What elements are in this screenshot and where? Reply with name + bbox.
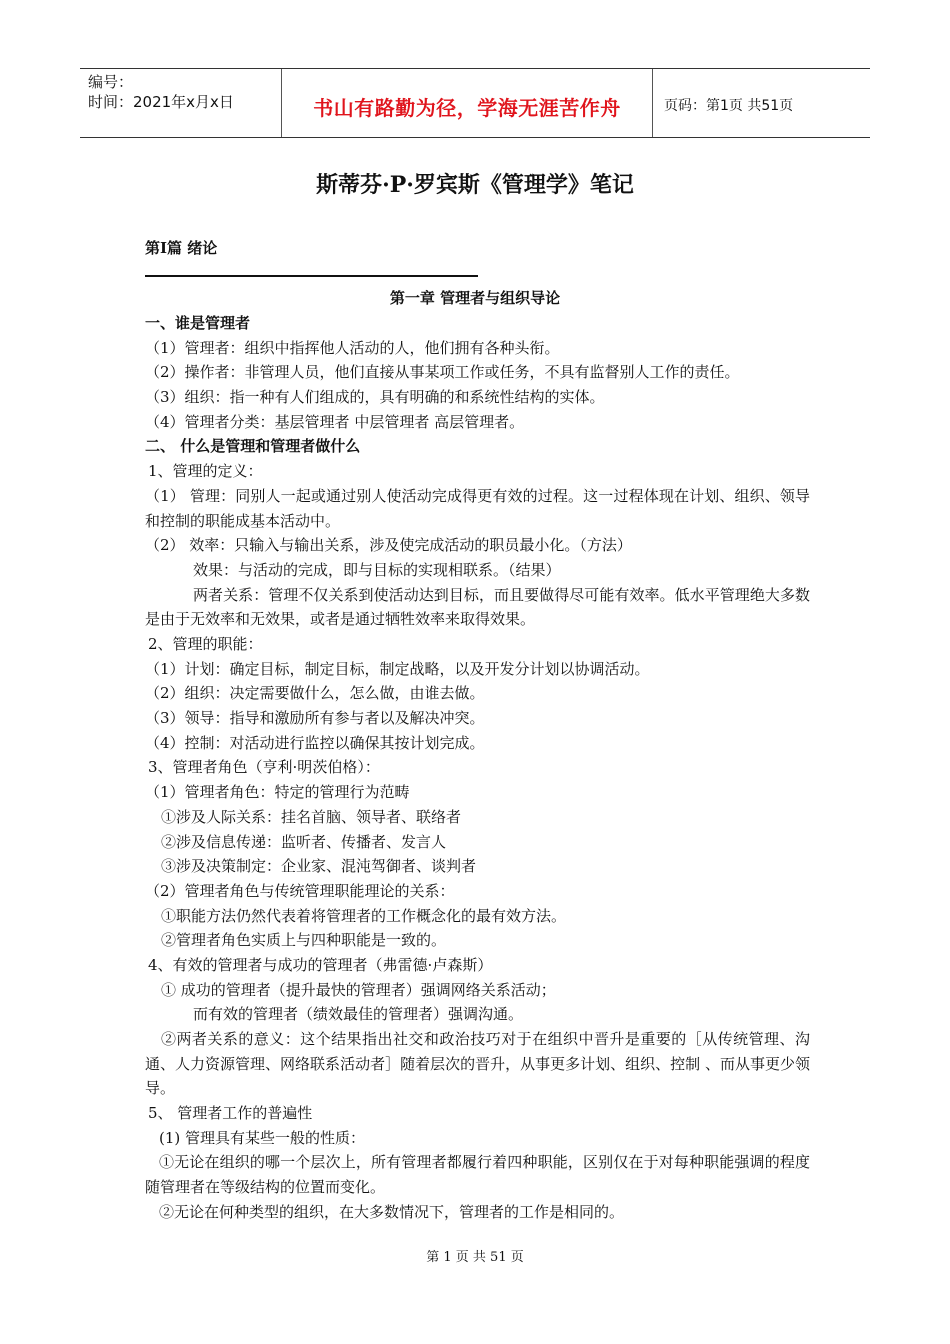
doc-number-label: 编号： bbox=[88, 73, 134, 91]
paragraph-text: 两者关系：管理不仅关系到使活动达到目标，而且要做得尽可能有效率。低水平管理绝大多数是由于无效率和无效果，或者是通过牺牲效率来取得效果。 bbox=[145, 585, 810, 629]
subsection-heading: 4、有效的管理者与成功的管理者（弗雷德·卢森斯） bbox=[148, 955, 493, 974]
paragraph-line: （3）组织：指一种有人们组成的，具有明确的和系统性结构的实体。 bbox=[145, 388, 605, 407]
paragraph-line: （2）操作者：非管理人员，他们直接从事某项工作或任务，不具有监督别人工作的责任。 bbox=[145, 363, 740, 382]
section-heading: 一、谁是管理者 bbox=[145, 314, 251, 332]
motto: 书山有路勤为径，学海无涯苦作舟 bbox=[313, 96, 621, 120]
paragraph-line: （3）领导：指导和激励所有参与者以及解决冲突。 bbox=[145, 709, 485, 728]
paragraph-line: (1) 管理具有某些一般的性质： bbox=[159, 1128, 366, 1147]
paragraph-line: ②无论在何种类型的组织，在大多数情况下，管理者的工作是相同的。 bbox=[159, 1202, 625, 1221]
paragraph-line: （4）控制：对活动进行监控以确保其按计划完成。 bbox=[145, 733, 485, 752]
paragraph-line: （2）管理者角色与传统管理职能理论的关系： bbox=[145, 881, 455, 900]
paragraph-line: 效果：与活动的完成，即与目标的实现相联系。（结果） bbox=[193, 560, 561, 579]
page-info: 页码：第1页 共51页 bbox=[664, 98, 794, 114]
paragraph bbox=[145, 1027, 810, 1101]
document-title: 斯蒂芬·P·罗宾斯《管理学》笔记 bbox=[316, 172, 634, 198]
paragraph-line: （1）管理者：组织中指挥他人活动的人，他们拥有各种头衔。 bbox=[145, 338, 560, 357]
header-meta-cell bbox=[80, 69, 280, 137]
paragraph-line: 而有效的管理者（绩效最佳的管理者）强调沟通。 bbox=[193, 1005, 524, 1024]
paragraph-text: ②两者关系的意义：这个结果指出社交和政治技巧对于在组织中晋升是重要的［从传统管理、沟通、人力资源管理、网络联系活动者］随着层次的晋升，从事更多计划、组织、控制 、而从事更少领导。 bbox=[145, 1030, 810, 1098]
paragraph bbox=[145, 1150, 810, 1199]
paragraph-text: ①无论在组织的哪一个层次上，所有管理者都履行着四种职能，区别仅在于对每种职能强调的程度随管理者在等级结构的位置而变化。 bbox=[145, 1153, 810, 1197]
header-page-cell bbox=[652, 69, 870, 137]
paragraph bbox=[145, 583, 810, 632]
divider-line bbox=[145, 275, 478, 277]
paragraph-line: （1）管理者角色：特定的管理行为范畴 bbox=[145, 783, 410, 802]
doc-time: 时间：2021年x月x日 bbox=[88, 93, 234, 111]
header-motto-cell bbox=[281, 69, 653, 137]
list-item: ②管理者角色实质上与四种职能是一致的。 bbox=[161, 931, 447, 950]
header-table bbox=[80, 68, 870, 138]
list-item: ②涉及信息传递：监听者、传播者、发言人 bbox=[161, 832, 447, 851]
subsection-heading: 5、 管理者工作的普遍性 bbox=[148, 1104, 313, 1123]
chapter-heading: 第一章 管理者与组织导论 bbox=[389, 289, 561, 307]
subsection-heading: 2、管理的职能： bbox=[148, 635, 263, 653]
paragraph-line: （4）管理者分类：基层管理者 中层管理者 高层管理者。 bbox=[145, 412, 525, 431]
list-item: ① 成功的管理者（提升最快的管理者）强调网络关系活动； bbox=[161, 980, 556, 999]
page-footer: 第 1 页 共 51 页 bbox=[426, 1250, 524, 1265]
paragraph: （1） 管理：同别人一起或通过别人使活动完成得更有效的过程。这一过程体现在计划、组织、领导和控制的职能成基本活动中。 bbox=[145, 486, 810, 530]
subsection-heading: 3、管理者角色（亨利·明茨伯格）： bbox=[148, 758, 380, 777]
part-heading: 第Ⅰ篇 绪论 bbox=[145, 239, 218, 257]
paragraph-line: （1）计划：确定目标，制定目标，制定战略，以及开发分计划以协调活动。 bbox=[145, 659, 650, 678]
list-item: ①涉及人际关系：挂名首脑、领导者、联络者 bbox=[161, 807, 462, 826]
body-text bbox=[145, 311, 810, 1225]
paragraph-line: （2） 效率：只输入与输出关系，涉及使完成活动的职员最小化。（方法） bbox=[145, 536, 632, 555]
subsection-heading: 1、管理的定义： bbox=[148, 462, 263, 481]
list-item: ①职能方法仍然代表着将管理者的工作概念化的最有效方法。 bbox=[161, 906, 567, 925]
section-heading: 二、 什么是管理和管理者做什么 bbox=[145, 437, 361, 456]
paragraph-line: （2）组织：决定需要做什么，怎么做，由谁去做。 bbox=[145, 684, 485, 703]
list-item: ③涉及决策制定：企业家、混沌驾御者、谈判者 bbox=[161, 857, 477, 876]
